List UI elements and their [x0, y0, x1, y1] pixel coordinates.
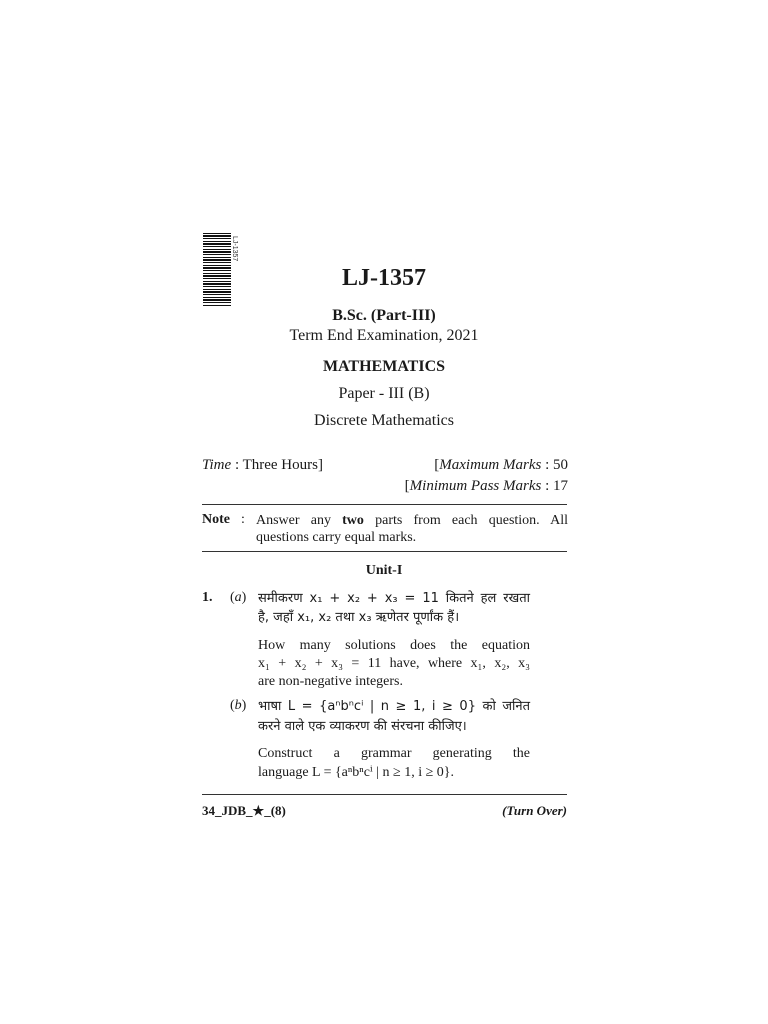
part-b-letter: b [234, 698, 242, 713]
note-text [256, 512, 568, 546]
divider-middle [202, 551, 567, 552]
divider-top [202, 504, 567, 505]
part-a-hindi-line-2: है, जहाँ x₁, x₂ तथा x₃ ऋणेतर पूर्णांक हैं। [258, 610, 460, 625]
part-a-letter: a [234, 590, 242, 605]
note-text-pre: Answer any [256, 513, 343, 528]
time-allowed [202, 457, 323, 474]
footer-code: 34_JDB_★_(8) [202, 803, 286, 818]
subject-title: MATHEMATICS [322, 358, 446, 375]
part-b-hindi-line-1: भाषा L = {aⁿbⁿcⁱ | n ≥ 1, i ≥ 0} को जनित [258, 699, 530, 714]
paper-title: Discrete Mathematics [314, 412, 454, 429]
part-a-english-line-3: are non-negative integers. [258, 674, 403, 689]
part-a-hindi-line-1: समीकरण x₁ + x₂ + x₃ = 11 कितने हल रखता [258, 591, 530, 606]
part-b-label: (b) [230, 698, 247, 713]
divider-bottom [202, 794, 567, 795]
turn-over-note: (Turn Over) [502, 803, 567, 818]
unit-heading: Unit-I [365, 563, 403, 578]
barcode-number: LJ-1357 [231, 236, 238, 262]
time-label: Time [202, 457, 232, 473]
course-name: B.Sc. (Part-III) [332, 307, 436, 324]
minimum-pass-marks: [Minimum Pass Marks : 17 [404, 478, 568, 494]
min-marks-label: Minimum Pass Marks [409, 478, 542, 494]
part-b-hindi-line-2: करने वाले एक व्याकरण की संरचना कीजिए। [258, 719, 467, 734]
note-colon: : [241, 512, 245, 527]
note-text-bold: two [342, 513, 364, 528]
paper-number: Paper - III (B) [338, 385, 430, 402]
min-marks-value: : 17 [545, 478, 568, 494]
paper-code: LJ-1357 [342, 265, 426, 291]
max-marks-label: Maximum Marks [439, 457, 542, 473]
max-marks-value: : 50 [545, 457, 568, 473]
part-a-english-line-2: x₁ + x₂ + x₃ = 11 have, where x₁, x₂, x₃ [258, 656, 530, 671]
time-value: : Three Hours] [234, 457, 323, 473]
exam-term: Term End Examination, 2021 [289, 327, 479, 344]
part-b-english-line-1: Construct a grammar generating the [258, 746, 530, 761]
maximum-marks: [Maximum Marks : 50 [434, 457, 568, 473]
note-text-post: parts from each question. All questions carry equal marks. [256, 513, 568, 545]
note-label: Note [202, 512, 230, 527]
part-b-english-line-2: language L = {aⁿbⁿcⁱ | n ≥ 1, i ≥ 0}. [258, 765, 455, 780]
question-number: 1. [202, 590, 213, 605]
part-a-english-line-1: How many solutions does the equation [258, 638, 530, 653]
part-a-label: (a) [230, 590, 247, 605]
